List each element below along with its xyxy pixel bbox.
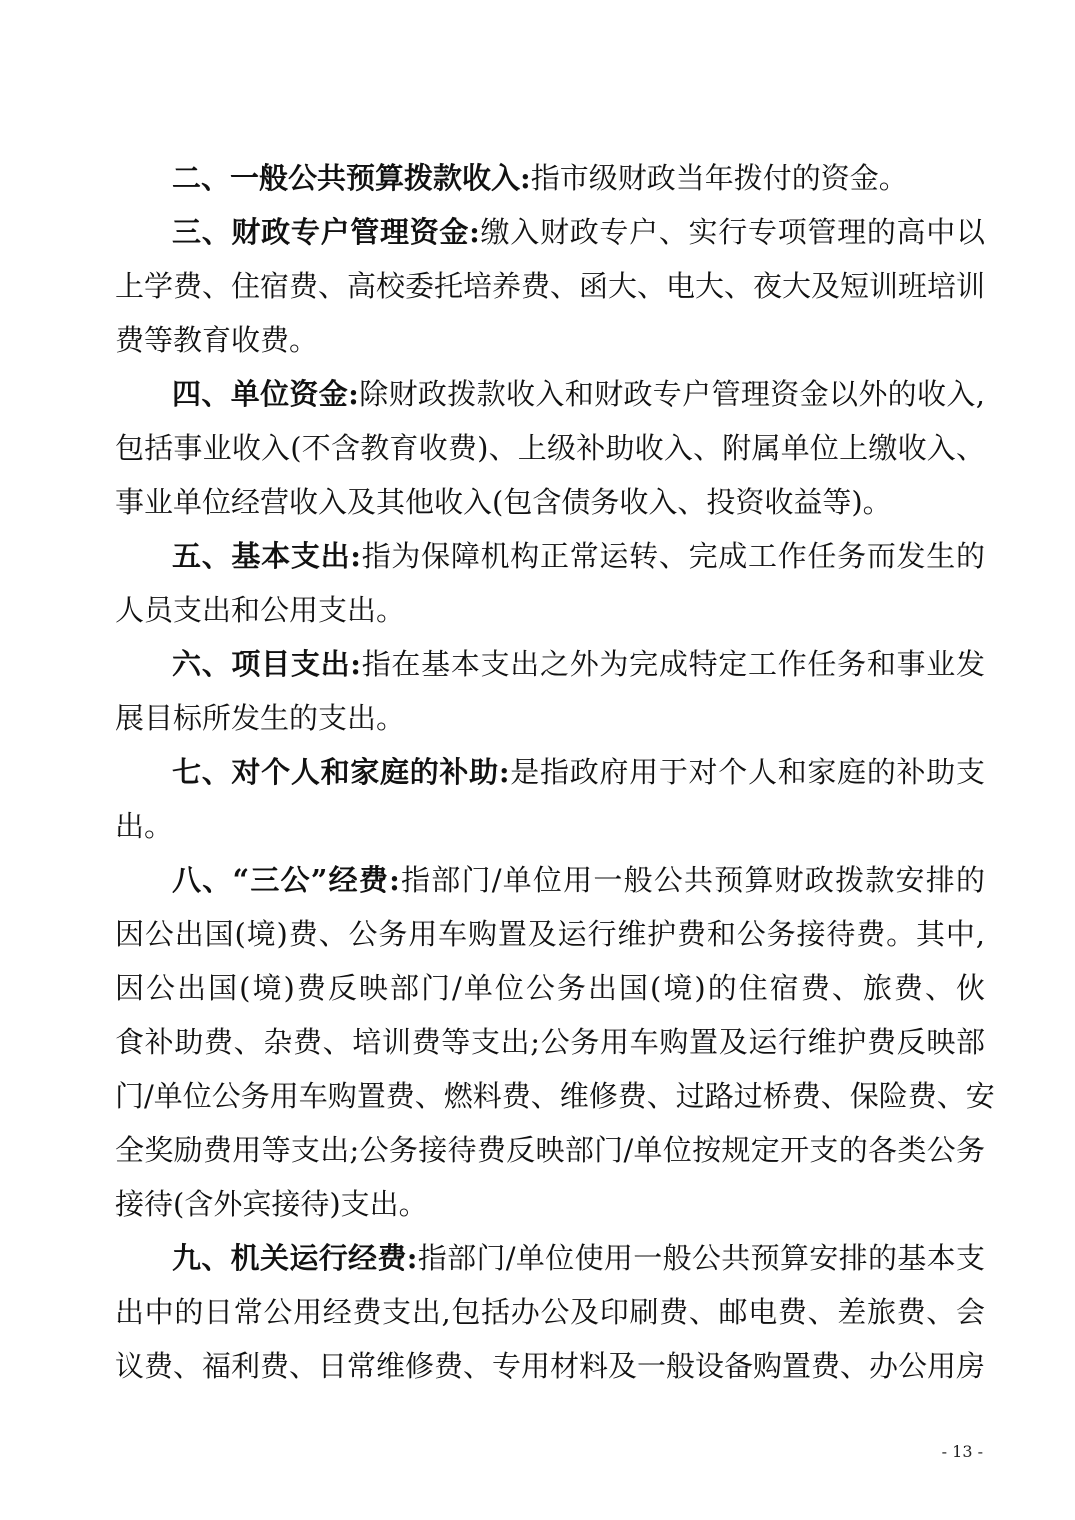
term-heading: 三、财政专户管理资金: xyxy=(172,215,480,249)
paragraph-7-line-2: 出。 xyxy=(115,809,174,843)
paragraph-4-line-2: 包括事业收入(不含教育收费)、上级补助收入、附属单位上缴收入、 xyxy=(115,431,985,465)
paragraph-8-line-7: 接待(含外宾接待)支出。 xyxy=(115,1187,428,1221)
line-text: 指为保障机构正常运转、完成工作任务而发生的 xyxy=(361,539,985,573)
line-text: 除财政拨款收入和财政专户管理资金以外的收入, xyxy=(358,377,985,411)
page-number: - 13 - xyxy=(941,1442,983,1461)
paragraph-9-line-2: 出中的日常公用经费支出,包括办公及印刷费、邮电费、差旅费、会 xyxy=(115,1295,985,1329)
paragraph-8-line-2: 因公出国(境)费、公务用车购置及运行维护费和公务接待费。其中, xyxy=(115,917,985,951)
paragraph-6-line-2: 展目标所发生的支出。 xyxy=(115,701,406,735)
line-text: 指部门/单位使用一般公共预算安排的基本支 xyxy=(417,1241,985,1275)
paragraph-8-line-3: 因公出国(境)费反映部门/单位公务出国(境)的住宿费、旅费、伙 xyxy=(115,971,985,1005)
term-heading: 二、一般公共预算拨款收入: xyxy=(172,161,531,195)
paragraph-9-line-3: 议费、福利费、日常维修费、专用材料及一般设备购置费、办公用房 xyxy=(115,1349,986,1383)
paragraph-4-line-1 xyxy=(172,374,985,414)
term-heading: 八、“三公”经费: xyxy=(172,863,400,897)
paragraph-8-line-6: 全奖励费用等支出;公务接待费反映部门/单位按规定开支的各类公务 xyxy=(115,1133,985,1167)
line-text: 是指政府用于对个人和家庭的补助支 xyxy=(509,755,985,789)
line-text: 缴入财政专户、实行专项管理的高中以 xyxy=(479,215,985,249)
term-heading: 四、单位资金: xyxy=(172,377,359,411)
term-heading: 五、基本支出: xyxy=(172,539,361,573)
line-text: 指市级财政当年拨付的资金。 xyxy=(530,161,908,195)
paragraph-8-line-1 xyxy=(172,860,985,900)
paragraph-6-line-1 xyxy=(172,644,985,684)
paragraph-3-line-2: 上学费、住宿费、高校委托培养费、函大、电大、夜大及短训班培训 xyxy=(115,269,986,303)
paragraph-8-line-5: 门/单位公务用车购置费、燃料费、维修费、过路过桥费、保险费、安 xyxy=(115,1079,995,1113)
paragraph-7-line-1 xyxy=(172,752,985,792)
paragraph-3-line-1 xyxy=(172,212,985,252)
paragraph-5-line-1 xyxy=(172,536,985,576)
term-heading: 六、项目支出: xyxy=(172,647,361,681)
paragraph-4-line-3: 事业单位经营收入及其他收入(包含债务收入、投资收益等)。 xyxy=(115,485,892,519)
paragraph-8-line-4: 食补助费、杂费、培训费等支出;公务用车购置及运行维护费反映部 xyxy=(115,1025,985,1059)
line-text: 指在基本支出之外为完成特定工作任务和事业发 xyxy=(361,647,985,681)
term-heading: 九、机关运行经费: xyxy=(172,1241,418,1275)
paragraph-3-line-3: 费等教育收费。 xyxy=(115,323,319,357)
paragraph-5-line-2: 人员支出和公用支出。 xyxy=(115,593,406,627)
line-text: 指部门/单位用一般公共预算财政拨款安排的 xyxy=(399,863,985,897)
paragraph-2-line-1 xyxy=(172,158,985,198)
term-heading: 七、对个人和家庭的补助: xyxy=(172,755,510,789)
paragraph-9-line-1 xyxy=(172,1238,985,1278)
